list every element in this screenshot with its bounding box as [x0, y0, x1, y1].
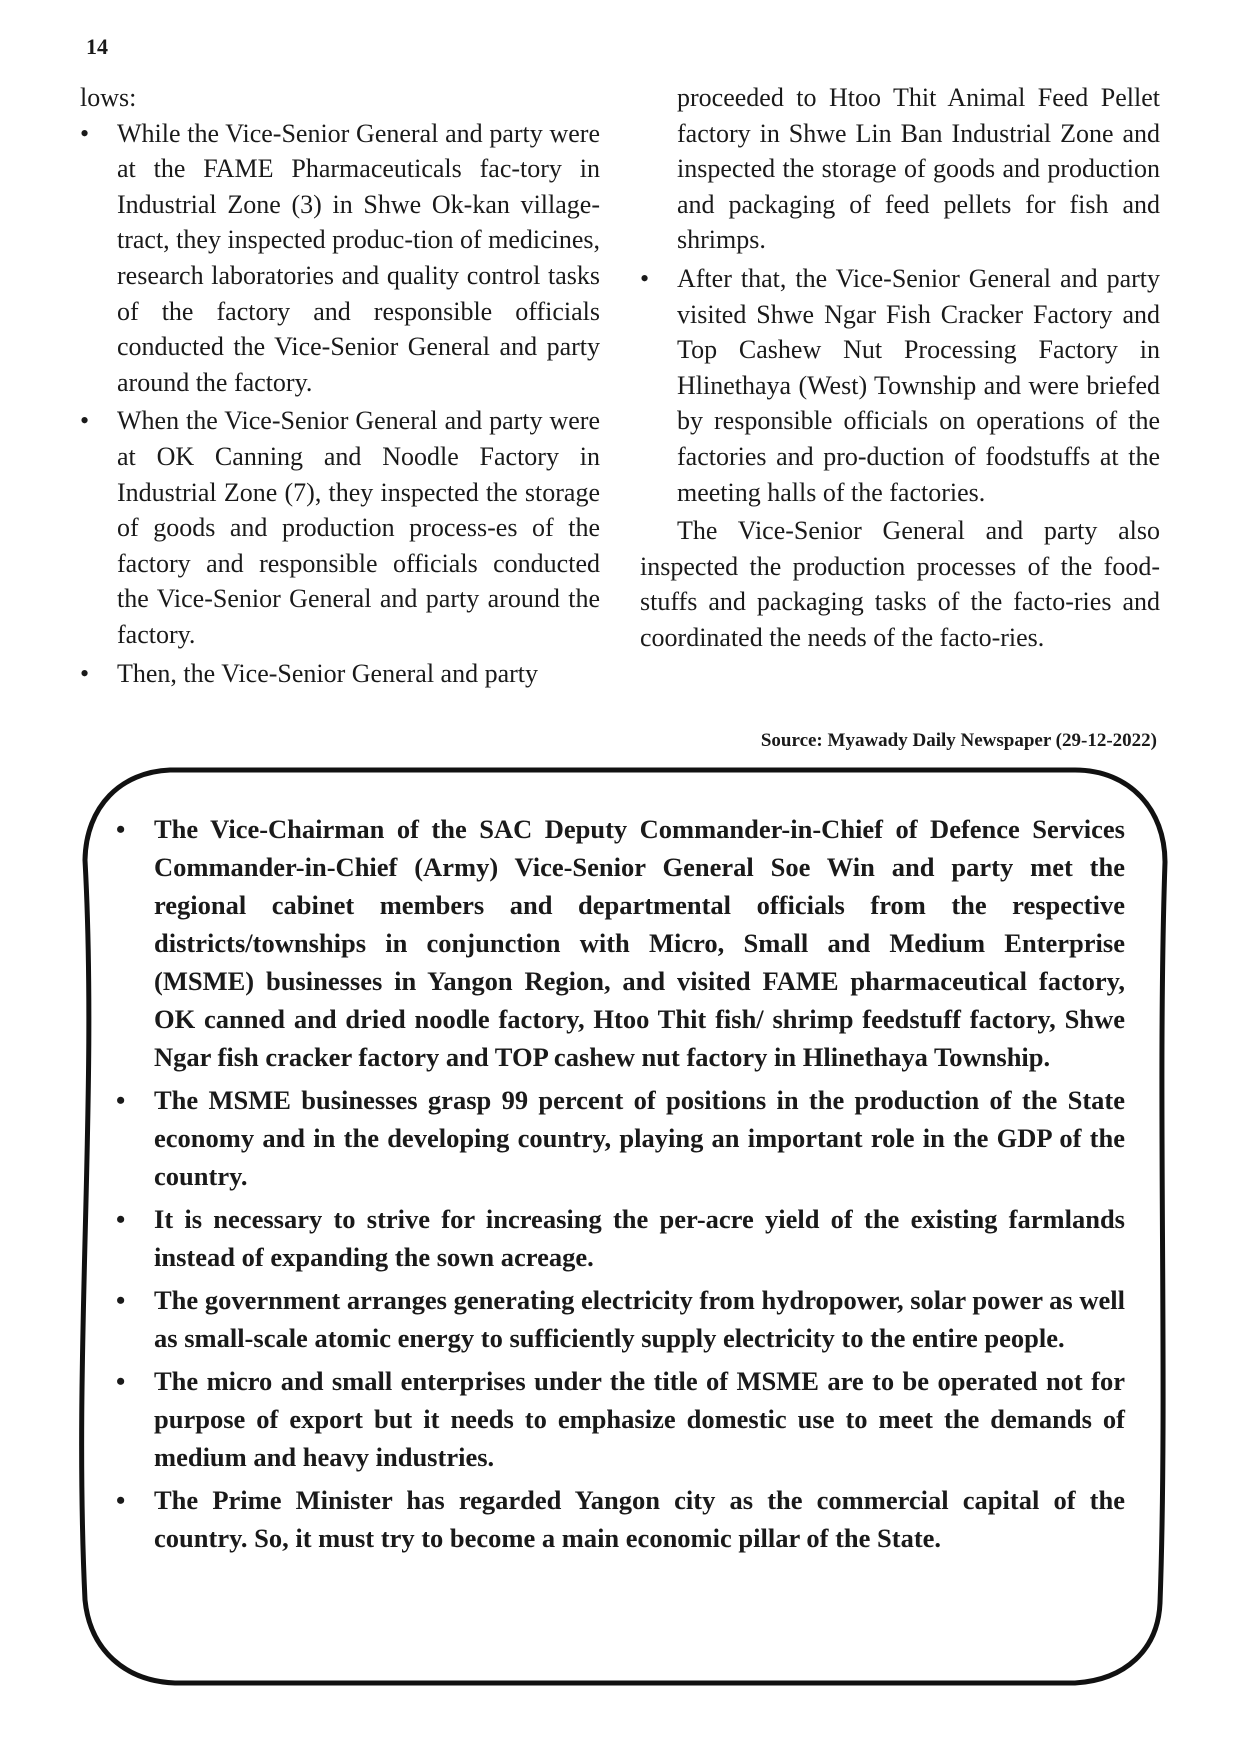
left-column-lead: lows: [80, 83, 137, 112]
bullet-ok-canning: • When the Vice-Senior General and party were at OK Canning and Noodle Factory in Industrial Zone (7), they inspected the storage of goods and production process-es of the factory and responsible officials conducted the Vice-Senior General and party around the factory. [80, 403, 600, 652]
summary-key-points [112, 810, 1125, 1562]
page-number: 14 [86, 34, 108, 59]
summary-point: • The Prime Minister has regarded Yangon city as the commercial capital of the country. So, it must try to become a main economic pillar of the State. [112, 1481, 1125, 1557]
source-credit: Source: Myawady Daily Newspaper (29-12-2022) [760, 730, 1157, 751]
continuation-text: proceeded to Htoo Thit Animal Feed Pellet factory in Shwe Lin Ban Industrial Zone and inspected the storage of goods and production and packaging of feed pellets for fish and shrimps. [677, 83, 1160, 255]
closing-paragraph: The Vice-Senior General and party also inspected the production processes of the food-stuffs and packaging tasks of the facto-ries and coordinated the needs of the facto-ries. [640, 516, 1160, 652]
bullet-then: • Then, the Vice-Senior General and party [80, 656, 600, 692]
summary-point: • The MSME businesses grasp 99 percent of positions in the production of the State economy and in the developing country, playing an important role in the GDP of the country. [112, 1081, 1125, 1195]
bullet-fame-pharmaceuticals: • While the Vice-Senior General and party were at the FAME Pharmaceuticals fac-tory in Industrial Zone (3) in Shwe Ok-kan village-tract, they inspected produc-tion of medicines, research laboratories and quality control tasks of the factory and responsible officials conducted the Vice-Senior General and party around the factory. [80, 116, 600, 401]
bullet-shwe-ngar: • After that, the Vice-Senior General and party visited Shwe Ngar Fish Cracker Factory and Top Cashew Nut Processing Factory in Hlinethaya (West) Township and were briefed by responsible officials on operations of the factories and pro-duction of foodstuffs at the meeting halls of the factories. [640, 261, 1160, 510]
summary-point: • It is necessary to strive for increasing the per-acre yield of the existing farmlands instead of expanding the sown acreage. [112, 1200, 1125, 1276]
summary-point: • The micro and small enterprises under the title of MSME are to be operated not for purpose of export but it needs to emphasize domestic use to meet the demands of medium and heavy industries. [112, 1362, 1125, 1476]
summary-point: • The Vice-Chairman of the SAC Deputy Commander-in-Chief of Defence Services Commander-in-Chief (Army) Vice-Senior General Soe Win and party met the regional cabinet members and departmental officials from the respective districts/townships in conjunction with Micro, Small and Medium Enterprise (MSME) businesses in Yangon Region, and visited FAME pharmaceutical factory, OK canned and dried noodle factory, Htoo Thit fish/ shrimp feedstuff factory, Shwe Ngar fish cracker factory and TOP cashew nut factory in Hlinethaya Township. [112, 810, 1125, 1076]
summary-point: • The government arranges generating electricity from hydropower, solar power as well as small-scale atomic energy to sufficiently supply electricity to the entire people. [112, 1281, 1125, 1357]
